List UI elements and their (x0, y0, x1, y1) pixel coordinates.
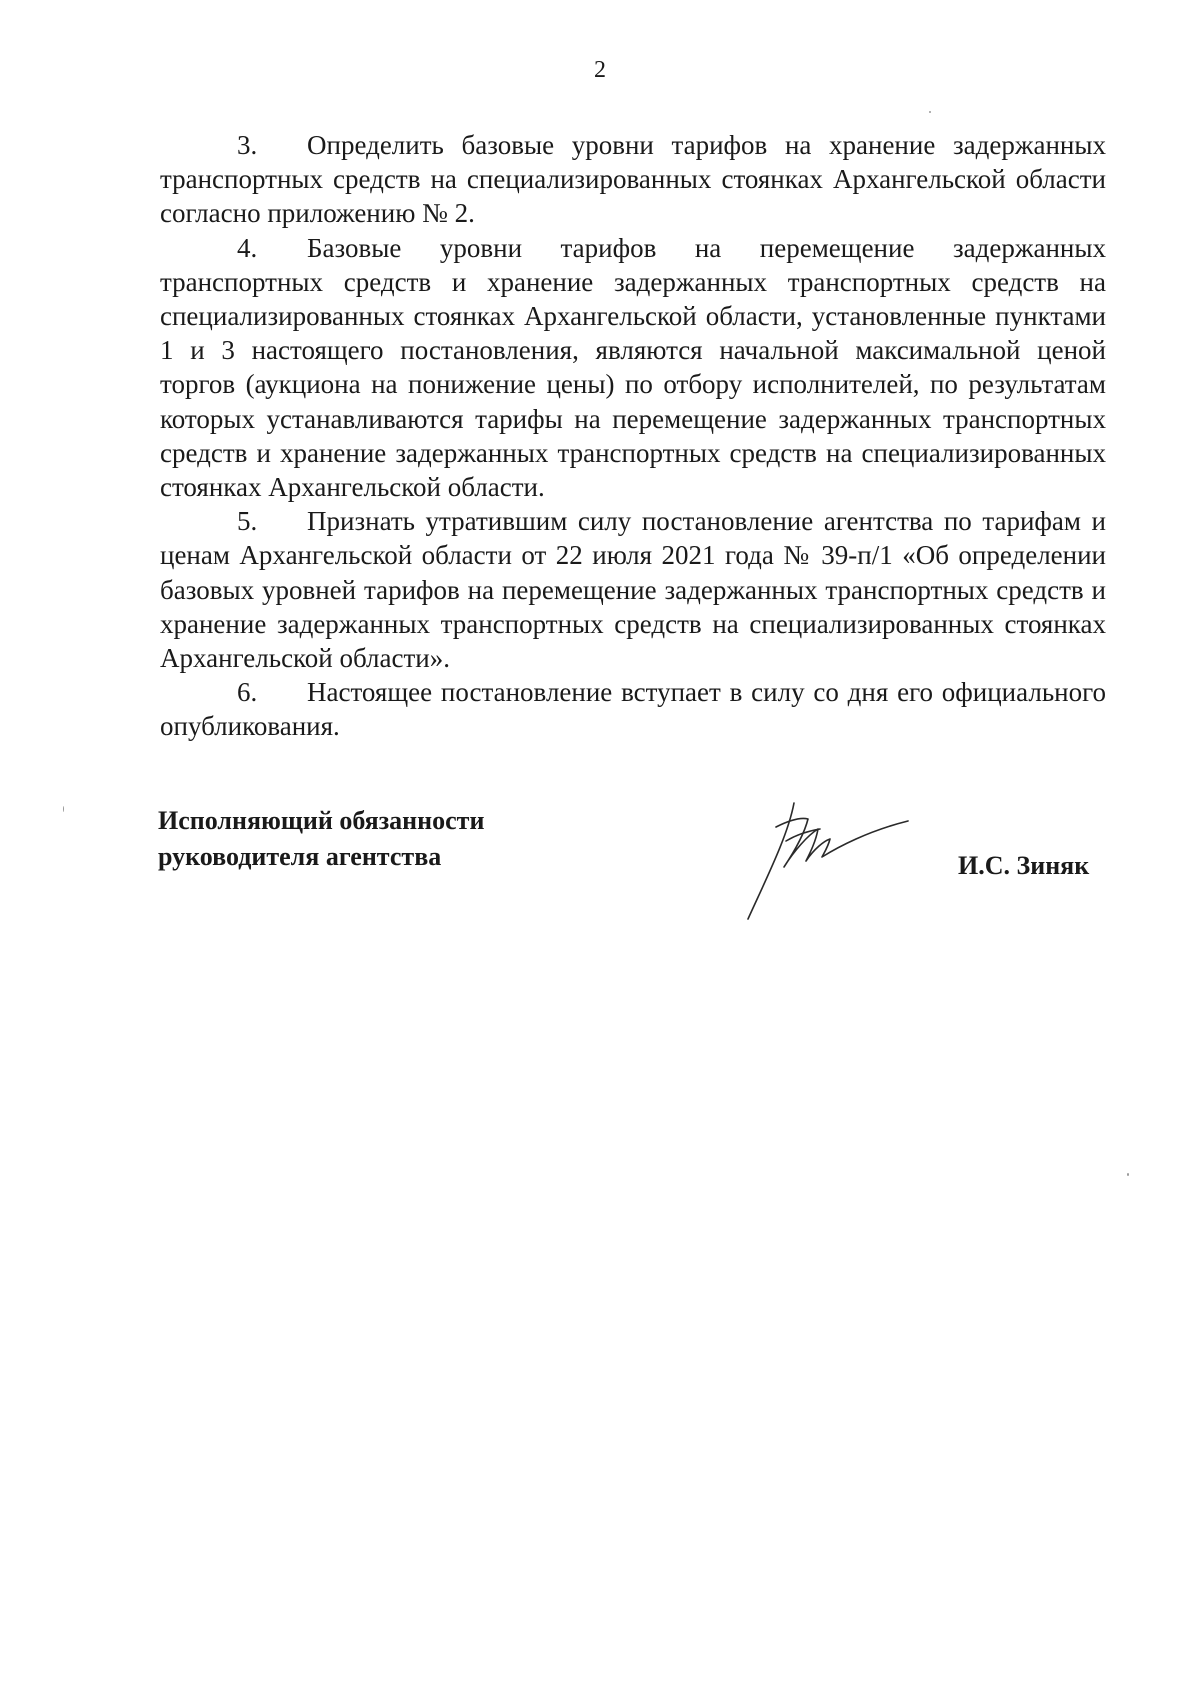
handwritten-signature (728, 795, 928, 925)
paragraph-text: Определить базовые уровни тарифов на хранение задержанных транспортных средств на специализированных стоянках Архангельской области согласно приложению № 2. (160, 130, 1106, 229)
paragraph-text: Признать утратившим силу постановление агентства по тарифам и ценам Архангельской области от 22 июля 2021 года № 39-п/1 «Об определении базовых уровней тарифов на перемещение задержанных транспортных средств и хранение задержанных транспортных средств на специализированных стоянках Архангельской области». (160, 506, 1106, 674)
paragraph-number: 5. (237, 506, 258, 537)
document-body (160, 128, 1106, 744)
paragraph-4 (160, 231, 1106, 505)
scan-speck (929, 111, 931, 113)
paragraph-text: Базовые уровни тарифов на перемещение задержанных транспортных средств и хранение задержанных транспортных средств на специализированных стоянках Архангельской области, установленные пунктами 1 и 3 настоящего постановления, являются начальной максимальной ценой торгов (аукциона на понижение цены) по отбору исполнителей, по результатам которых устанавливаются тарифы на перемещение задержанных транспортных средств и хранение задержанных транспортных средств на специализированных стоянках Архангельской области. (160, 232, 1106, 503)
paragraph-number: 4. (237, 232, 258, 263)
signatory-title (158, 803, 484, 875)
paragraph-3 (160, 128, 1106, 231)
signatory-title-line-2: руководителя агентства (158, 842, 442, 871)
signature-block (158, 803, 1098, 933)
paragraph-text: Настоящее постановление вступает в силу со дня его официального опубликования. (160, 677, 1106, 742)
paragraph-5 (160, 504, 1106, 675)
paragraph-number: 3. (237, 130, 258, 160)
page-number: 2 (594, 57, 606, 83)
paragraph-number: 6. (237, 677, 258, 708)
scan-speck (1127, 1173, 1129, 1176)
paragraph-6 (160, 675, 1106, 743)
scan-speck (63, 806, 64, 812)
signatory-name: И.С. Зиняк (958, 851, 1090, 880)
signatory-title-line-1: Исполняющий обязанности (158, 806, 485, 835)
